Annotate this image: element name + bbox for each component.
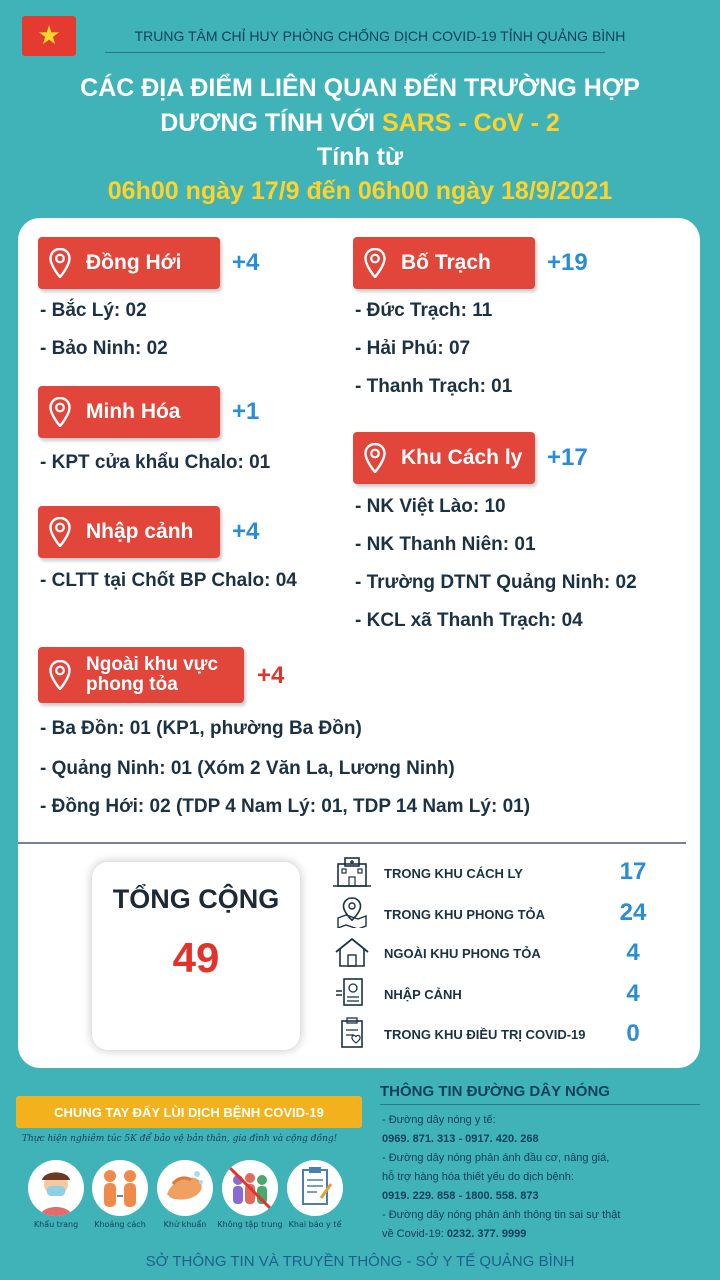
stat-label: NHẬP CẢNH: [384, 987, 462, 1002]
hotline-text: - Đường dây nóng y tế:: [382, 1114, 496, 1126]
list-item: - Bắc Lý: 02: [40, 300, 147, 321]
list-item: - NK Việt Lào: 10: [355, 496, 506, 517]
stat-label: TRONG KHU ĐIỀU TRỊ COVID-19: [384, 1027, 586, 1042]
location-pin-icon: [38, 506, 82, 558]
badge-ngoai-khu-vuc-phong-toa: Ngoài khu vực phong tỏa: [38, 647, 244, 703]
badge-dong-hoi: Đồng Hới: [38, 237, 220, 289]
badge-khu-cach-ly: Khu Cách ly: [353, 432, 535, 484]
list-item: - Trường DTNT Quảng Ninh: 02: [355, 572, 637, 593]
list-item: - KPT cửa khẩu Chalo: 01: [40, 452, 271, 473]
list-item: - Ba Đồn: 01 (KP1, phường Ba Đồn): [40, 718, 362, 739]
hospital-icon: [332, 856, 372, 888]
location-pin-icon: [353, 432, 397, 484]
location-pin-icon: [38, 237, 82, 289]
map-pin-icon: [332, 896, 372, 928]
section-divider: [18, 842, 686, 844]
location-pin-icon: [353, 237, 397, 289]
distance-icon: [92, 1160, 148, 1216]
stat-label: TRONG KHU CÁCH LY: [384, 866, 523, 881]
hotline-title: THÔNG TIN ĐƯỜNG DÂY NÓNG: [380, 1083, 610, 1100]
mask-icon: [28, 1160, 84, 1216]
list-item: - CLTT tại Chốt BP Chalo: 04: [40, 570, 297, 591]
campaign-item-label: Khẩu trang: [33, 1220, 79, 1229]
count-bo-trach: +19: [547, 249, 588, 276]
total-label: TỔNG CỘNG: [112, 884, 280, 914]
list-item: - Hải Phú: 07: [355, 338, 471, 359]
stat-value: 0: [626, 1020, 640, 1047]
list-item: - Quảng Ninh: 01 (Xóm 2 Văn La, Lương Ninh): [40, 758, 455, 779]
hotline-text: hỗ trợ hàng hóa thiết yếu do dịch bệnh:: [382, 1171, 574, 1183]
campaign-subtitle: Thực hiện nghiêm túc 5K để bảo vệ bản thân, gia đình và cộng đồng!: [22, 1134, 338, 1144]
footer: SỞ THÔNG TIN VÀ TRUYỀN THÔNG - SỞ Y TẾ QUẢNG BÌNH: [145, 1253, 575, 1270]
header-divider: [105, 52, 605, 53]
badge-minh-hoa: Minh Hóa: [38, 386, 220, 438]
location-pin-icon: [38, 647, 82, 703]
hotline-number: 0919. 229. 858 - 1800. 558. 873: [382, 1190, 539, 1202]
count-ngoai-khu-vuc: +4: [257, 662, 285, 689]
stat-label: NGOÀI KHU PHONG TỎA: [384, 946, 541, 961]
headline-line3: Tính từ: [316, 143, 404, 171]
hotline-divider: [380, 1104, 700, 1105]
passport-icon: [332, 977, 372, 1009]
stat-value: 24: [619, 899, 647, 926]
badge-bo-trach: Bố Trạch: [353, 237, 535, 289]
stat-label: TRONG KHU PHONG TỎA: [384, 907, 546, 922]
stat-value: 4: [626, 939, 640, 966]
count-minh-hoa: +1: [232, 398, 260, 425]
campaign-item-label: Khai báo y tế: [288, 1220, 342, 1229]
handwash-icon: [157, 1160, 213, 1216]
vietnam-flag: [22, 16, 76, 56]
list-item: - Đồng Hới: 02 (TDP 4 Nam Lý: 01, TDP 14 Nam Lý: 01): [40, 796, 531, 817]
campaign-item-label: Khử khuẩn: [163, 1220, 207, 1229]
stat-value: 4: [626, 980, 640, 1007]
headline-line1: CÁC ĐỊA ĐIỂM LIÊN QUAN ĐẾN TRƯỜNG HỢP: [80, 74, 640, 102]
location-pin-icon: [38, 386, 82, 438]
house-icon: [332, 936, 372, 968]
no-gathering-icon: [222, 1160, 278, 1216]
badge-nhap-canh: Nhập cảnh: [38, 506, 220, 558]
campaign-item-label: Không tập trung: [217, 1220, 283, 1229]
total-value: 49: [172, 934, 220, 981]
org-title: TRUNG TÂM CHỈ HUY PHÒNG CHỐNG DỊCH COVID-19 TỈNH QUẢNG BÌNH: [134, 28, 626, 44]
health-declaration-icon: [287, 1160, 343, 1216]
list-item: - Thanh Trạch: 01: [355, 376, 513, 397]
hotline-text: - Đường dây nóng phản ánh thông tin sai sự thật: [382, 1209, 621, 1221]
count-nhap-canh: +4: [232, 518, 260, 545]
hotline-text: - Đường dây nóng phản ánh đầu cơ, nâng giá,: [382, 1152, 610, 1164]
list-item: - Đức Trạch: 11: [355, 300, 493, 321]
campaign-item-label: Khoảng cách: [94, 1220, 146, 1229]
count-khu-cach-ly: +17: [547, 444, 588, 471]
clipboard-icon: [332, 1017, 372, 1049]
headline-date-range: 06h00 ngày 17/9 đến 06h00 ngày 18/9/2021: [107, 177, 613, 205]
star-icon: ★: [37, 21, 61, 51]
campaign-banner: CHUNG TAY ĐẨY LÙI DỊCH BỆNH COVID-19: [16, 1096, 362, 1128]
count-dong-hoi: +4: [232, 249, 260, 276]
total-box: [92, 862, 300, 1050]
hotline-number: 0969. 871. 313 - 0917. 420. 268: [382, 1133, 539, 1145]
list-item: - NK Thanh Niên: 01: [355, 534, 536, 555]
list-item: - KCL xã Thanh Trạch: 04: [355, 610, 583, 631]
list-item: - Bảo Ninh: 02: [40, 338, 168, 359]
hotline-text: về Covid-19: 0232. 377. 9999: [382, 1228, 527, 1240]
headline-line2: DƯƠNG TÍNH VỚI SARS - CoV - 2: [160, 109, 560, 137]
stat-value: 17: [619, 858, 647, 885]
